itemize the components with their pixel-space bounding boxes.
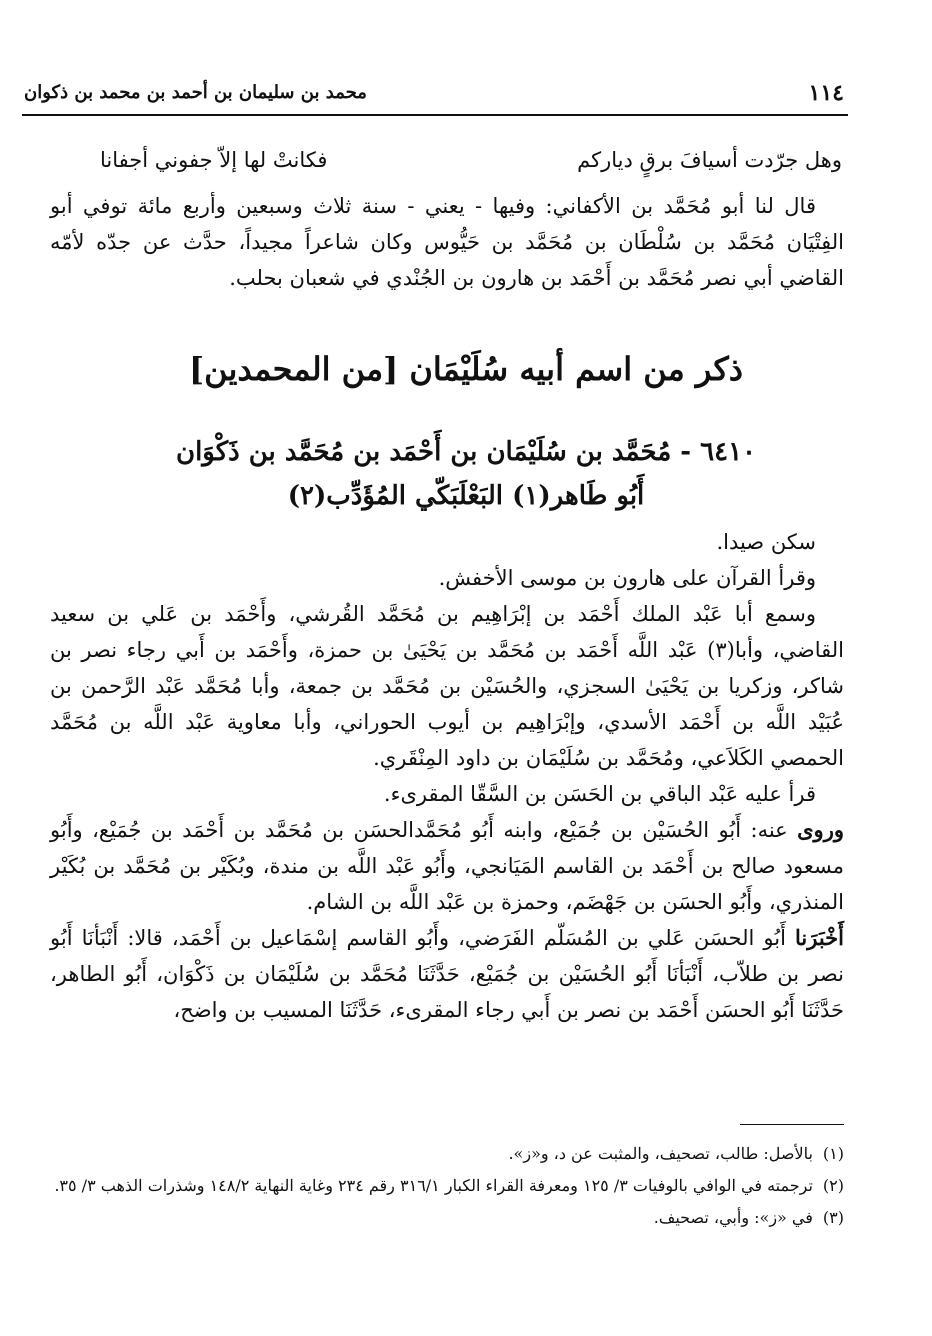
top-paragraph: قال لنا أبو مُحَمَّد بن الأكفاني: وفيها - يعني - سنة ثلاث وسبعين وأربع مائة توفي أبو الفِتْيَان مُحَمَّد بن سُلْطَان بن مُحَمَّد بن حَيُّوس وكان شاعراً مجيداً، حدَّث عن جدّه لأمّه القاضي أبي نصر مُحَمَّد بن أَحْمَد بن هارون بن الجُنْدي في شعبان بحلب. [50, 194, 844, 290]
body-paragraph-2: وقرأ القرآن على هارون بن موسى الأخفش. [438, 566, 816, 590]
narration-lead-word: وروى [797, 817, 844, 842]
verse-hemistich-2: فكانتْ لها إلاّ جفوني أجفانا [100, 148, 328, 172]
footnote-text: في «ز»: وأبي، تصحيف. [653, 1208, 813, 1227]
body-paragraph-4: قرأ عليه عَبْد الباقي بن الحَسَن بن السَّقّا المقرىء. [383, 782, 816, 806]
footnote-2 [50, 1172, 844, 1200]
footnote-number: (٣) [822, 1208, 844, 1227]
body-paragraph-6 [50, 920, 844, 1028]
footnote-separator [740, 1124, 844, 1125]
narration-text: عنه: أَبُو الحُسَيْن بن جُمَيْع، وابنه أَبُو مُحَمَّدالحسَن بن مُحَمَّد بن أَحْمَد بن جُمَيْع، وأَبُو مسعود صالح بن أَحْمَد بن القاسم المَيَانجي، وأَبُو عَبْد اللَّه بن مندة، وبُكَيْر بن مُحَمَّد بن بُكَيْر المنذري، وأَبُو الحسَن بن جَهْضَم، وحمزة بن عَبْد اللَّه بن الشام. [50, 818, 844, 914]
top-paragraph-block [50, 188, 844, 296]
footnote-text: ترجمته في الوافي بالوفيات ٣/ ١٢٥ ومعرفة القراء الكبار ٣١٦/١ رقم ٢٣٤ وغاية النهاية ١٤٨/٢ وشذرات الذهب ٣/ ٣٥. [54, 1176, 813, 1195]
isnad-lead-word: أَخْبَرَنا [795, 925, 844, 950]
page-number: ١١٤ [808, 80, 844, 106]
entry-title-line-2: أَبُو طَاهر(١) البَعْلَبَكّي المُؤَدِّب(٢) [287, 481, 645, 511]
page-header [22, 74, 848, 116]
footnote-3 [50, 1204, 844, 1232]
poetry-verse [100, 148, 842, 182]
entry-title-line-1: ٦٤١٠ - مُحَمَّد بن سُلَيْمَان بن أَحْمَد بن مُحَمَّد بن ذَكْوَان [175, 437, 757, 467]
footnote-text: بالأصل: طالب، تصحيف، والمثبت عن د، و«ز». [508, 1144, 813, 1163]
entry-body [50, 524, 844, 1028]
footnote-number: (٢) [822, 1176, 844, 1195]
body-paragraph-1: سكن صيدا. [716, 530, 816, 554]
body-paragraph-5 [50, 812, 844, 920]
section-title: ذكر من اسم أبيه سُلَيْمَان [من المحمدين] [188, 350, 744, 388]
footnotes [50, 1140, 844, 1236]
footnote-1 [50, 1140, 844, 1168]
entry-title [0, 430, 932, 518]
body-paragraph-3: وسمع أبا عَبْد الملك أَحْمَد بن إبْرَاهِيم بن مُحَمَّد القُرشي، وأَحْمَد بن عَلي بن سعيد القاضي، وأبا(٣) عَبْد اللَّه أَحْمَد بن مُحَمَّد بن يَحْيَىٰ بن حمزة، وأَحْمَد بن أَبي رجاء نصر بن شاكر، وزكريا بن يَحْيَىٰ السجزي، والحُسَيْن بن مُحَمَّد بن جمعة، وأبا مُحَمَّد عَبْد الرَّحمن بن عُبَيْد اللَّه بن أَحْمَد الأسدي، وإبْرَاهِيم بن أيوب الحوراني، وأبا معاوية عَبْد اللَّه بن مُحَمَّد الحمصي الكَلاَعي، ومُحَمَّد بن سُلَيْمَان بن داود المِنْقَري. [50, 602, 844, 770]
running-title: محمد بن سليمان بن أحمد بن محمد بن ذكوان [24, 82, 367, 103]
isnad-text: أَبُو الحسَن عَلي بن المُسَلّم الفَرَضي، وأَبُو القاسم إسْمَاعيل بن أَحْمَد، قالا: أَنْبَأنَا أَبُو نصر بن طلاّب، أَنْبَأنَا أَبُو الحُسَيْن بن جُمَيْع، حَدَّثَنَا مُحَمَّد بن سُلَيْمَان بن ذَكْوَان، أَبُو الطاهر، حَدَّثَنَا أَبُو الحسَن أَحْمَد بن نصر بن أَبي رجاء المقرىء، حَدَّثَنَا المسيب بن واضح، [50, 926, 844, 1022]
verse-hemistich-1: وهل جرّدت أسيافَ برقٍ دياركم [577, 148, 842, 172]
footnote-number: (١) [822, 1144, 844, 1163]
